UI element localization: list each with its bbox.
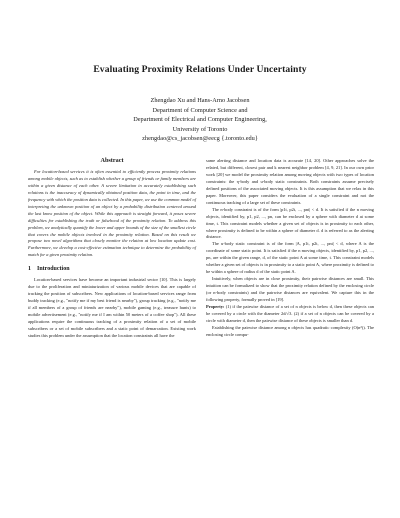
complexity-paragraph: Establishing the pairwise distance among n objects has quadratic complexity (O(n²)). The enclosing circle compu-	[206, 324, 374, 337]
paper-title: Evaluating Proximity Relations Under Uncertainty	[93, 64, 307, 75]
section-title: Introduction	[37, 266, 70, 273]
affiliation-line-1: Department of Computer Science and	[152, 106, 248, 114]
n-body-definition-paragraph: The n-body constraint is of the form |p1t, p2t, ..., pnt| < d. It is satisfied if the n moving objects, identified by, p1, p2, ..., pn, can be enclosed by a sphere with diameter d at some time, t. This constraint models whether a given set of objects is in proximity to each other, where proximity is defined to be within a sphere of diameter d. d is referred to as the alerting distance.	[206, 206, 374, 240]
body-paragraph: same alerting distance and location data is accurate [14, 20]. Other approaches solve the related, but different, closest pair and k nearest neighbor problem [4, 9, 21]. In our own prior work [20] we model the proximity relation among moving objects with two types of location constraints: the η-body and u-body static constraints. Both constraints assume precisely defined positions of the associated moving objects. It is this assumption that we relax in this paper. Moreover, this paper considers the evaluation of a single constraint and not the continuous tracking of a large set of these constraints.	[206, 158, 374, 205]
intuition-paragraph: Intuitively, when objects are in close proximity, their pairwise distances are small. This intuition can be formalized to show that the proximity relation defined by the enclosing circle (or n-body constraints) and the pairwise distances are equivalent. We capture this in the following property, formally proved in [19].	[206, 276, 374, 303]
abstract-text: For location-based services it is often essential to efficiently process proximity relations among mobile objects, such as to establish whether a group of friends or family members are within a given distance of each other. A severe limitation in accurately establishing such relations is the inaccuracy of dynamically obtained position data, the point in time, and the frequency with which the position data is collected. In this paper, we use the common model of interpreting the unknown position of an object by a probability distribution centered around the last know position of the object. While this approach is straight forward, it poses severe difficulties for establishing the truth or falsehood of the proximity relation. To address this problem, we analytically quantify the lower and upper bounds of the size of the smallest circle that covers the mobile objects involved in the proximity relation. Based on this result we propose two novel algorithms that closely monitor the relation at low location update cost. Furthermore, we develop a cost-effective estimation technique to determine the probability of match for a given proximity relation.	[28, 168, 196, 258]
u-body-definition-paragraph: The u-body static constraint is of the form |A, p1t, p2t, ..., pnt| < d, where A is the coordinate of some static point. It is satisfied if the n moving objects, identified by, p1, p2, ..., pn, are within the given range, d, of the static point A at some time, t. This constraint models whether a given set of objects is in proximity to a static point A, where proximity is defined to be within a sphere of radius d of the static point A.	[206, 241, 374, 275]
author-block	[0, 96, 400, 144]
section-number: 1	[28, 266, 31, 273]
abstract-heading: Abstract	[100, 157, 124, 164]
author-names: Zhengdao Xu and Hans-Arno Jacobsen	[150, 97, 250, 104]
author-email: zhengdao@cs_jacobsen@eecg {.toronto.edu}	[142, 135, 258, 143]
affiliation-line-2: Department of Electrical and Computer Engineering,	[133, 116, 267, 124]
section-heading-introduction	[28, 266, 196, 273]
left-column	[28, 158, 196, 340]
property-paragraph	[206, 304, 374, 325]
university: University of Toronto	[172, 125, 228, 133]
property-text: (1) if the pairwise distance of a set of n objects is below d, then these objects can be covered by a circle with the diameter 2d/√3. (2) if a set of n objects can be covered by a circle with diameter d, then the pairwise distance of these objects is smaller than d.	[206, 304, 374, 323]
right-column	[206, 158, 374, 339]
property-label: Property:	[206, 304, 225, 310]
intro-paragraph: Location-based services have become an important industrial sector [10]. This is largely due to the proliferation and miniaturization of various mobile devices that are capable of tracking the position of subscribers. New applications of location-based services range from buddy tracking (e.g., "notify me if my best friend is nearby"), group tracking (e.g., "notify me if all members of a group of friends are nearby"), mobile gaming (e.g., treasure hunts) to mobile advertisement (e.g., "notify me if I am within 50 meters of a coffee shop"). All these applications require the continuous tracking of a proximity relation of a set of mobile subscribers or a set of mobile subscribers and a static point of demarcation. Existing work studies this problem under the assumption that the location constraints all have the	[28, 277, 196, 338]
